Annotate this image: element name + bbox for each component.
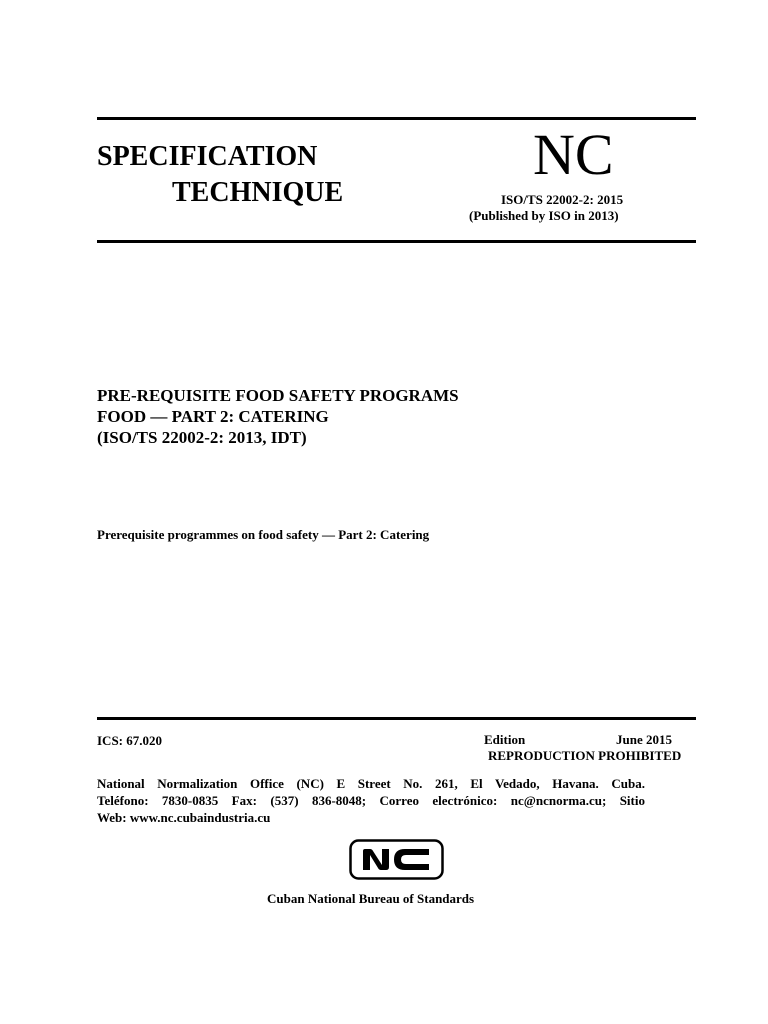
spec-title-line1: SPECIFICATION [97, 141, 318, 172]
document-title [97, 385, 459, 448]
title-line2: FOOD — PART 2: CATERING [97, 407, 329, 426]
office-web: Web: www.nc.cubaindustria.cu [97, 810, 271, 825]
ics-code: ICS: 67.020 [97, 733, 163, 748]
reproduction-notice: REPRODUCTION PROHIBITED [488, 748, 682, 763]
top-rule [97, 117, 696, 120]
nc-mark: NC [533, 122, 614, 187]
office-address: National Normalization Office (NC) E Street No. 261, El Vedado, Havana. Cuba. [97, 776, 645, 791]
bureau-name: Cuban National Bureau of Standards [267, 891, 475, 906]
nc-logo-icon [349, 839, 444, 880]
title-line1: PRE-REQUISITE FOOD SAFETY PROGRAMS [97, 386, 459, 405]
spec-title-line2: TECHNIQUE [172, 177, 344, 208]
published-note: (Published by ISO in 2013) [469, 208, 619, 223]
edition-date: June 2015 [616, 732, 672, 747]
edition-label: Edition [484, 732, 526, 747]
office-phone: Teléfono: 7830-0835 Fax: (537) 836-8048; Correo electrónico: nc@ncnorma.cu; Sitio [97, 793, 645, 808]
footer-rule [97, 717, 696, 720]
document-subtitle: Prerequisite programmes on food safety — Part 2: Catering [97, 527, 430, 542]
header-bottom-rule [97, 240, 696, 243]
title-line3: (ISO/TS 22002-2: 2013, IDT) [97, 428, 307, 447]
office-contact [97, 775, 645, 826]
iso-reference: ISO/TS 22002-2: 2015 [501, 192, 624, 207]
